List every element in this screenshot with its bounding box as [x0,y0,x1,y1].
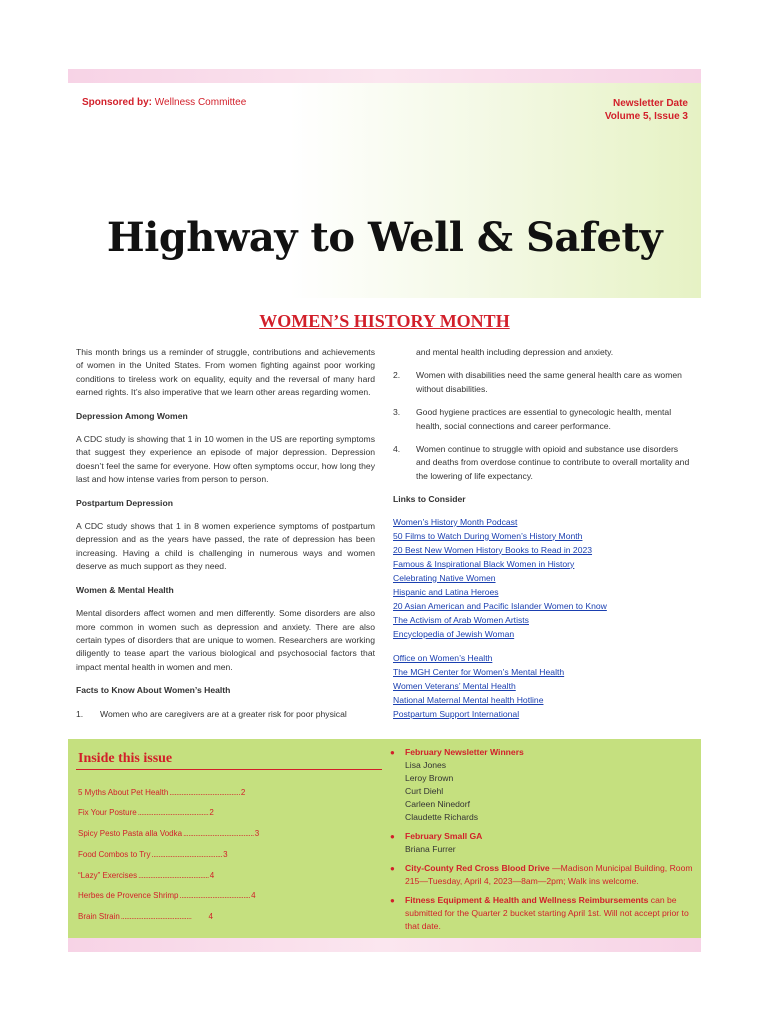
links-heading: Links to Consider [393,494,466,505]
toc-page: 3 [254,829,260,839]
fact-item-2 [393,369,693,396]
link-jewish-women[interactable]: Encyclopedia of Jewish Woman [393,628,515,639]
sponsor-label: Sponsored by: [82,97,153,108]
mental-health-heading: Women & Mental Health [76,584,174,595]
depression-heading: Depression Among Women [76,410,188,421]
intro-paragraph: This month brings us a reminder of struggle, contributions and achievements of women in the United States. From women fighting against poor working conditions to tireless work on equality, equity and the reversal of many hard earned rights. It’s also imperative that we learn other areas regarding women. [76,347,375,398]
issue-info [605,97,688,123]
toc-title: Herbes de Provence Shrimp [78,891,179,901]
winner-name: Curt Diehl [405,786,444,796]
volume-issue: Volume 5, Issue 3 [604,111,688,122]
newsletter-title: Highway to Well & Safety [106,214,663,261]
fact-text: Good hygiene practices are essential to gynecologic health, mental health, social connections and career performance. [416,407,672,431]
sponsor-line [82,97,246,108]
bullet-icon: ● [390,864,395,873]
link-hispanic-latina[interactable]: Hispanic and Latina Heroes [393,586,499,597]
toc-item[interactable]: Brain Strain ......................................... 4 [78,912,213,922]
fact-number: 3. [393,407,401,418]
winner-name: Lisa Jones [405,760,447,770]
toc-title: 5 Myths About Pet Health [78,787,169,797]
toc-title: Fix Your Posture [78,808,137,818]
toc-title: “Lazy” Exercises [78,870,138,880]
mental-health-paragraph: Mental disorders affect women and men differently. Some disorders are also more common in women such as depression and anxiety. There are also certain types of disorders that are unique to women. Researchers are working diligently to tease apart the various biological and psychosocial factors that impact mental health in women and men. [76,608,375,672]
right-column [393,346,693,721]
link-50-films[interactable]: 50 Films to Watch During Women’s History Month [393,530,583,541]
news-item-fitness [390,894,695,933]
blood-drive-heading: City-County Red Cross Blood Drive [405,863,550,873]
bullet-icon: ● [390,832,395,841]
link-veterans-mental-health[interactable]: Women Veterans’ Mental Health [393,680,516,691]
winner-name: Claudette Richards [405,812,479,822]
toc-title: Spicy Pesto Pasta alla Vodka [78,829,183,839]
blood-drive-detail: —Madison Municipal Building, Room 215—Tuesday, April 4, 2023—8am—2pm; Walk ins welcome. [405,863,693,886]
toc-page: 2 [240,787,246,797]
postpartum-paragraph: A CDC study shows that 1 in 8 women experience symptoms of postpartum depression and as the years have passed, the rate of depression has been increasing. Having a child is challenging in numerous ways and women deserve as much support as they need. [76,521,375,572]
link-native-women[interactable]: Celebrating Native Women [393,572,496,583]
winners-heading: February Newsletter Winners [405,747,524,757]
toc-page: 4 [208,912,213,922]
small-ga-heading: February Small GA [405,831,483,841]
winner-name: Carleen Ninedorf [405,799,470,809]
fact-item-1 [76,708,375,721]
link-maternal-hotline[interactable]: National Maternal Mental health Hotline [393,694,544,705]
toc-item[interactable]: 5 Myths About Pet Health ......................................... 2 [78,787,246,797]
facts-heading: Facts to Know About Women’s Health [76,685,231,696]
news-item-blood-drive [390,862,695,888]
left-column [76,346,375,721]
bullet-icon: ● [390,748,395,757]
winner-name: Leroy Brown [405,773,454,783]
fact-text: Women who are caregivers are at a greater risk for poor physical [100,708,347,719]
link-asian-pacific[interactable]: 20 Asian American and Pacific Islander Women to Know [393,600,607,611]
toc-item[interactable]: “Lazy” Exercises ......................................... 4 [78,870,215,880]
link-office-womens-health[interactable]: Office on Women’s Health [393,652,493,663]
fact-text: Women continue to struggle with opioid and substance use disorders and deaths from overdose continue to contribute to overall mortality and the lowering of life expectancy. [416,444,690,481]
link-mgh-center[interactable]: The MGH Center for Women’s Mental Health [393,666,565,677]
fact-number: 2. [393,370,401,381]
fact-number: 1. [76,708,84,719]
toc-item[interactable]: Herbes de Provence Shrimp ......................................... 4 [78,891,256,901]
fact-text: Women with disabilities need the same general health care as women without disabilities. [416,370,682,394]
inside-issue-title: Inside this issue [78,751,173,766]
link-postpartum-support[interactable]: Postpartum Support International [393,708,520,719]
toc-title: Brain Strain [78,912,120,922]
small-ga-winner: Briana Furrer [405,844,456,854]
link-20-books[interactable]: 20 Best New Women History Books to Read in 2023 [393,544,593,555]
link-arab-women-artists[interactable]: The Activism of Arab Women Artists [393,614,529,625]
bullet-icon: ● [390,896,395,905]
toc-title: Food Combos to Try [78,849,151,859]
link-history-podcast[interactable]: Women’s History Month Podcast [393,516,518,527]
toc-page: 4 [209,870,215,880]
fact-1-continued: and mental health including depression and anxiety. [416,347,614,357]
toc-page: 2 [209,808,214,818]
news-list [390,746,695,939]
news-item-winners [390,746,695,824]
section-title: WOMEN’S HISTORY MONTH [259,311,510,331]
bottom-decorative-stripe [68,938,701,952]
link-black-women[interactable]: Famous & Inspirational Black Women in History [393,558,575,569]
news-item-small-ga [390,830,695,856]
toc-item[interactable]: Spicy Pesto Pasta alla Vodka ......................................... 3 [78,829,260,839]
toc-item[interactable]: Fix Your Posture ......................................... 2 [78,808,214,818]
fitness-detail: can be submitted for the Quarter 2 bucket starting April 1st. Will not accept prior to that date. [405,895,689,931]
toc-page: 4 [251,891,256,901]
top-decorative-stripe [68,69,701,83]
postpartum-heading: Postpartum Depression [76,497,173,508]
toc-item[interactable]: Food Combos to Try ......................................... 3 [78,849,228,859]
sponsor-value: Wellness Committee [152,97,247,108]
fact-item-3 [393,406,693,433]
table-of-contents [78,782,260,928]
fact-item-4 [393,443,693,483]
fitness-heading: Fitness Equipment & Health and Wellness Reimbursements [405,895,649,905]
fact-number: 4. [393,444,401,455]
inside-issue-rule [76,769,382,770]
depression-paragraph: A CDC study is showing that 1 in 10 women in the US are reporting symptoms that suggest they experience an episode of major depression. Depression doesn’t feel the same for everyone. How often symptoms occur, how long they last and how intense varies from person to person. [76,434,375,485]
toc-page: 3 [223,849,228,859]
newsletter-date: Newsletter Date [612,98,688,109]
